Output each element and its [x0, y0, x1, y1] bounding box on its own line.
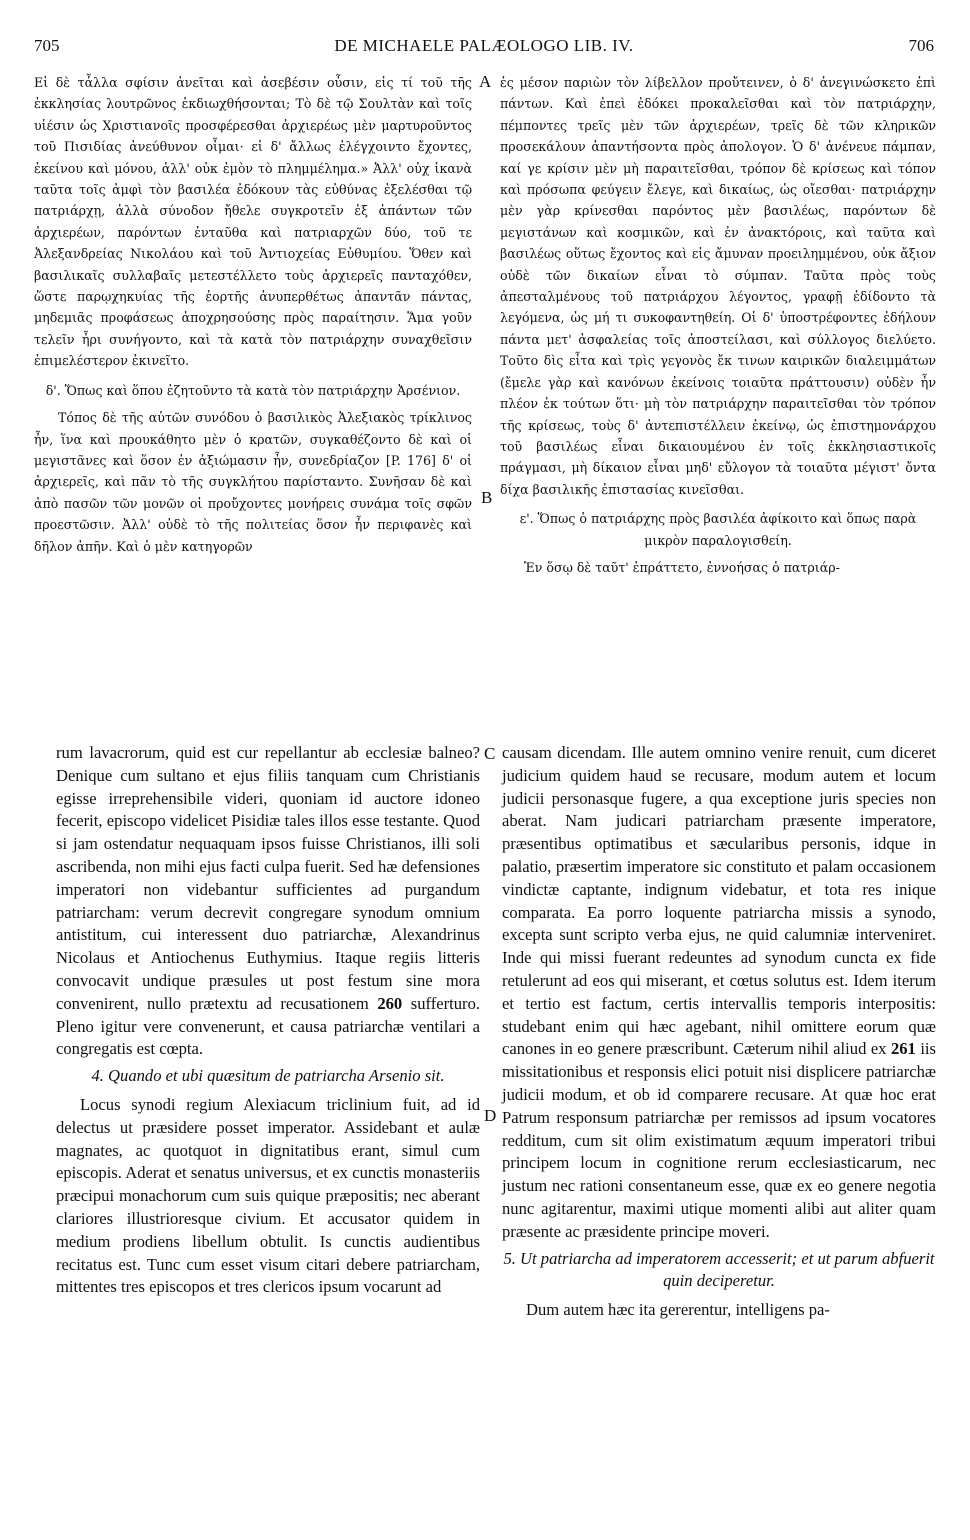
page-number-left: 705	[34, 36, 60, 55]
margin-marker-c: C	[484, 744, 496, 763]
latin-paragraph: Dum autem hæc ita gererentur, intelligens pa-	[526, 1300, 830, 1320]
latin-paragraph	[502, 742, 936, 1244]
latin-column-left	[56, 742, 480, 1299]
greek-column-left	[34, 72, 472, 557]
margin-marker-b: B	[481, 488, 493, 507]
running-header	[34, 36, 934, 62]
page-number-right: 706	[908, 36, 934, 55]
page-reference-number: 261	[890, 1039, 916, 1059]
section-heading-latin: 4. Quando et ubi quæsitum de patriarcha Arsenio sit.	[91, 1066, 445, 1086]
greek-paragraph: ἐς μέσον παριὼν τὸν λίβελλον προὔτεινεν, ὁ δ' ἀνεγινώσκετο ἐπὶ πάντων. Καὶ ἐπεὶ ἐδόκει προκαλεῖσθαι καὶ τὸν πατριάρχην, πέμποντες τρεῖς μὲν τῶν ἀρχιερέων, τρεῖς δὲ τῶν κληρικῶν προσεκάλουν ἀπαντήσοντα πρὸς ἀπολογον. Ὁ δ' ἀνένευε πάμπαν, καί γε κρίσιν μὲν μὴ παραιτεῖσθαι, τρόπον δὲ κρίσεως καὶ τόπον καὶ πρόσωπα φεύγειν ἔλεγε, καὶ δικαίως, ὡς οἴεσθαι· πατριάρχην μὲν γὰρ κρίνεσθαι παρόντος μὲν βασιλέως, παρόντων δὲ μεγιστάνων καὶ κοσμικῶν, καὶ ἐν ἀνακτόροις, καὶ ταῦτα καὶ βασιλέως οὕτως ἔχοντος καὶ εἰς ἄμυναν προειλημμένου, οὐκ ἄξιον οὐδὲ τῶν δικαίων εἶναι τὸ σύμπαν. Ταῦτα πρὸς τοὺς ἀπεσταλμένους τοῦ πατριάρχου λέγοντος, γραφῇ ἐδίδοντο τὰ λεγόμενα, ὡς μή τι συκοφαντηθείη. Οἱ δ' ὑποστρέφοντες ἐδήλουν πάντα μετ' ἀσφαλείας τοῖς ἀποστείλασι, καὶ σύλλογος διελύετο. Τοῦτο δὶς εἶτα καὶ τρὶς γεγονὸς ἔκ τινων καιρικῶν διαλειμμάτων (ἔμελε γὰρ καὶ κανόνων ἐκείνοις τοιαῦτα πράττουσιν) οὐδὲν ἦν πλέον ἐκ τούτων ὅτι· μὴ τὸν πατριάρχην παραιτεῖσθαι τὸν τρόπον τῆς κρίσεως, τοὺς δ' ἀντεπιστέλλειν ἐκείνῳ, ὡς ἐπιστημονάρχου τοῦ βασιλέως εἶναι δικαιουμένου ἐν τοῖς ἐκκλησιαστικοῖς πράγμασι, μὴ δίκαιον εἶναι μηδ' εὔλογον τὰ τοιαῦτα μέγιστ' ὄντα δίχα βασιλικῆς ἐπιστασίας κινεῖσθαι.	[500, 75, 936, 497]
latin-text: rum lavacrorum, quid est cur repellantur ab ecclesiæ balneo? Denique cum sultano et ejus filiis tanquam cum Christianis egisse irreprehensibile videri, quoniam id auctore idoneo fecerit, episcopo videlicet Pisidiæ tales illos esse testante. Quod si jam ostendatur nequaquam ipsos fuisse Christianos, illi soli ascribenda, non mihi ejus facti culpa fuerit. Sed hæ defensiones imperatori non videbantur sufficientes ad purgandum patriarcham: verum decrevit congregare synodum omnium antistitum, cui interessent duo patriarchæ, Alexandrinus Nicolaus et Antiochenus Euthymius. Itaque regiis litteris convocavit undique præsules ut post festum sine mora convenirent, nullo prætextu ad recusationem	[56, 743, 480, 1013]
latin-text: causam dicendam. Ille autem omnino venire renuit, cum diceret judicium quidem haud se recusare, modum autem et locum judicii personasque fugere, a qua exceptione juris species non aberat. Nam judicari patriarcham præsente imperatore, præsentibus optimatibus et sæcularibus personis, idque in palatio, præsertim imperatore sic constituto et palam occasionem vindictæ captante, indignum videbatur, et tota res inique comparata. Ea porro loquente patriarcha missis a synodo, excepta sunt scripto verba ejus, ne quid calumniæ interveniret. Inde qui missi fuerant redeuntes ad synodum cuncta ex fide retulerunt ad eos qui miserant, et cœtus solutus est. Idem iterum et tertio est factum, certis intervallis temporis interpositis: studebant enim qui hæc agebant, nihil omittere eorum quæ canones in eo genere præscribunt. Cæterum nihil aliud ex	[502, 743, 936, 1059]
greek-paragraph: Τόπος δὲ τῆς αὐτῶν συνόδου ὁ βασιλικὸς Ἀλεξιακὸς τρίκλινος ἦν, ἵνα καὶ προυκάθητο μὲν ὁ κρατῶν, συγκαθέζοντο δὲ καὶ οἱ μεγιστᾶνες καὶ ὅσον ἐν ἀξιώμασιν ἦν, συνεδρίαζον [P. 176] δ' οἱ ἀρχιερεῖς, καὶ πᾶν τὸ τῆς συγκλήτου παρίσταντο. Συνῆσαν δὲ καὶ ἀπὸ πασῶν τῶν μονῶν οἱ προὔχοντες μονήρεις συνάμα τοῖς σφῶν προεστῶσιν. Ἀλλ' οὐδὲ τὸ τῆς πολιτείας ὅσον ἦν περιφανὲς καὶ δῆλον ἀπῆν. Καὶ ὁ μὲν κατηγορῶν	[34, 410, 472, 554]
latin-text: sufferturo. Pleno igitur vere convenerunt, et causa patriarchæ ventilari a congregatis est cœpta.	[56, 993, 481, 1059]
section-heading-greek: ε'. Ὅπως ὁ πατριάρχης πρὸς βασιλέα ἀφίκοιτο καὶ ὅπως παρὰ μικρὸν παραλογισθείη.	[519, 511, 917, 548]
margin-marker-a: A	[479, 72, 492, 91]
margin-marker-d: D	[484, 1106, 497, 1125]
greek-paragraph: Εἰ δὲ τἆλλα σφίσιν ἀνεῖται καὶ ἀσεβέσιν οὖσιν, εἰς τί τοῦ τῆς ἐκκλησίας λουτρῶνος ἐκδιωχθήσονται; Τὸ δὲ τῷ Σουλτὰν καὶ τοῖς υἱέσιν ὡς Χριστιανοῖς προσφέρεσθαι ἀρχιερέως μὲν μαρτυροῦντος τοῦ Πισιδίας ἀνεύθυνον οἶμαι· εἰ δ' ἄλλως ἐλέγχοιντο ἔχοντες, ἐκείνου καὶ μόνου, ἀλλ' οὐκ ἐμὸν τὸ πλημμέλημα.» Ἀλλ' οὐχ ἱκανὰ ταῦτα τοῖς ἀμφὶ τὸν βασιλέα ἐδόκουν τὰς εὐθύνας ἐξελέσθαι τῷ πατριάρχῃ, ἀλλὰ σύνοδον ἤθελε συγκροτεῖν ἐξ ἁπάντων τῶν ἀρχιερέων, παρόντων ἐνταῦθα καὶ πατριαρχῶν δύο, τοῦ τε Ἀλεξανδρείας Νικολάου καὶ τοῦ Ἀντιοχείας Εὐθυμίου. Ὅθεν καὶ βασιλικαῖς συλλαβαῖς μετεστέλλετο τοὺς ἀρχιερεῖς πανταχόθεν, ὥστε παρῳχηκυίας τῆς ἑορτῆς ἀνυπερθέτως ἀπαντᾶν πάντας, μηδεμιᾶς προφάσεως ἀποχρησούσης πρὸς παραίτησιν. Ἅμα γοῦν τελεῖν ἦρι συνήγοντο, καὶ τὰ κατὰ τὸν πατριάρχην συναχθεῖσιν ἐπιμελέστερον ἐκινεῖτο.	[34, 75, 472, 369]
running-title: DE MICHAELE PALÆOLOGO LIB. IV.	[334, 36, 634, 55]
greek-paragraph: Ἐν ὅσῳ δὲ ταῦτ' ἐπράττετο, ἐννοήσας ὁ πατριάρ-	[524, 559, 840, 575]
latin-paragraph	[56, 742, 480, 1061]
section-heading-latin: 5. Ut patriarcha ad imperatorem accesserit; et ut parum abfuerit quin deciperetur.	[503, 1248, 935, 1291]
page-reference-number: 260	[377, 993, 403, 1013]
latin-column-right	[502, 742, 936, 1322]
section-heading-greek: δ'. Ὅπως καὶ ὅπου ἐζητοῦντο τὰ κατὰ τὸν πατριάρχην Ἀρσένιον.	[45, 382, 461, 398]
latin-text: iis missitationibus et responsis elici potuit nisi displicere patriarchæ judicii modum, et ob id comparere recusare. At quæ hoc erat Patrum responsum patriarchæ per remissos ad ipsum vocatores redditum, cum sit olim existimatum æquum imperatori tribui principem locum in cognitione rerum ecclesiasticarum, nec justum nec rationi consentaneum esse, quæ ex eo genere negotia nunc agitarentur, maximi utique momenti alibi aut aliter quam præsente ac præsidente principe moveri.	[502, 1039, 936, 1241]
greek-column-right	[500, 72, 936, 578]
latin-paragraph: Locus synodi regium Alexiacum triclinium fuit, ad id delectus ut præsidere posset imperator. Assidebant et aulæ magnates, ac quotquot in dignitatibus erant, simul cum episcopis. Aderat et senatus universus, et ex cunctis monasteriis præcipui monachorum cum suis quique præpositis; nec aberant clariores illustrioresque civium. Et accusator quidem in medium prodiens libellum obtulit. Is cunctis audientibus recitatus est. Tunc cum esset visum citari debere patriarcham, mittentes tres episcopos et tres clericos ipsum vocarunt ad	[56, 1094, 480, 1297]
